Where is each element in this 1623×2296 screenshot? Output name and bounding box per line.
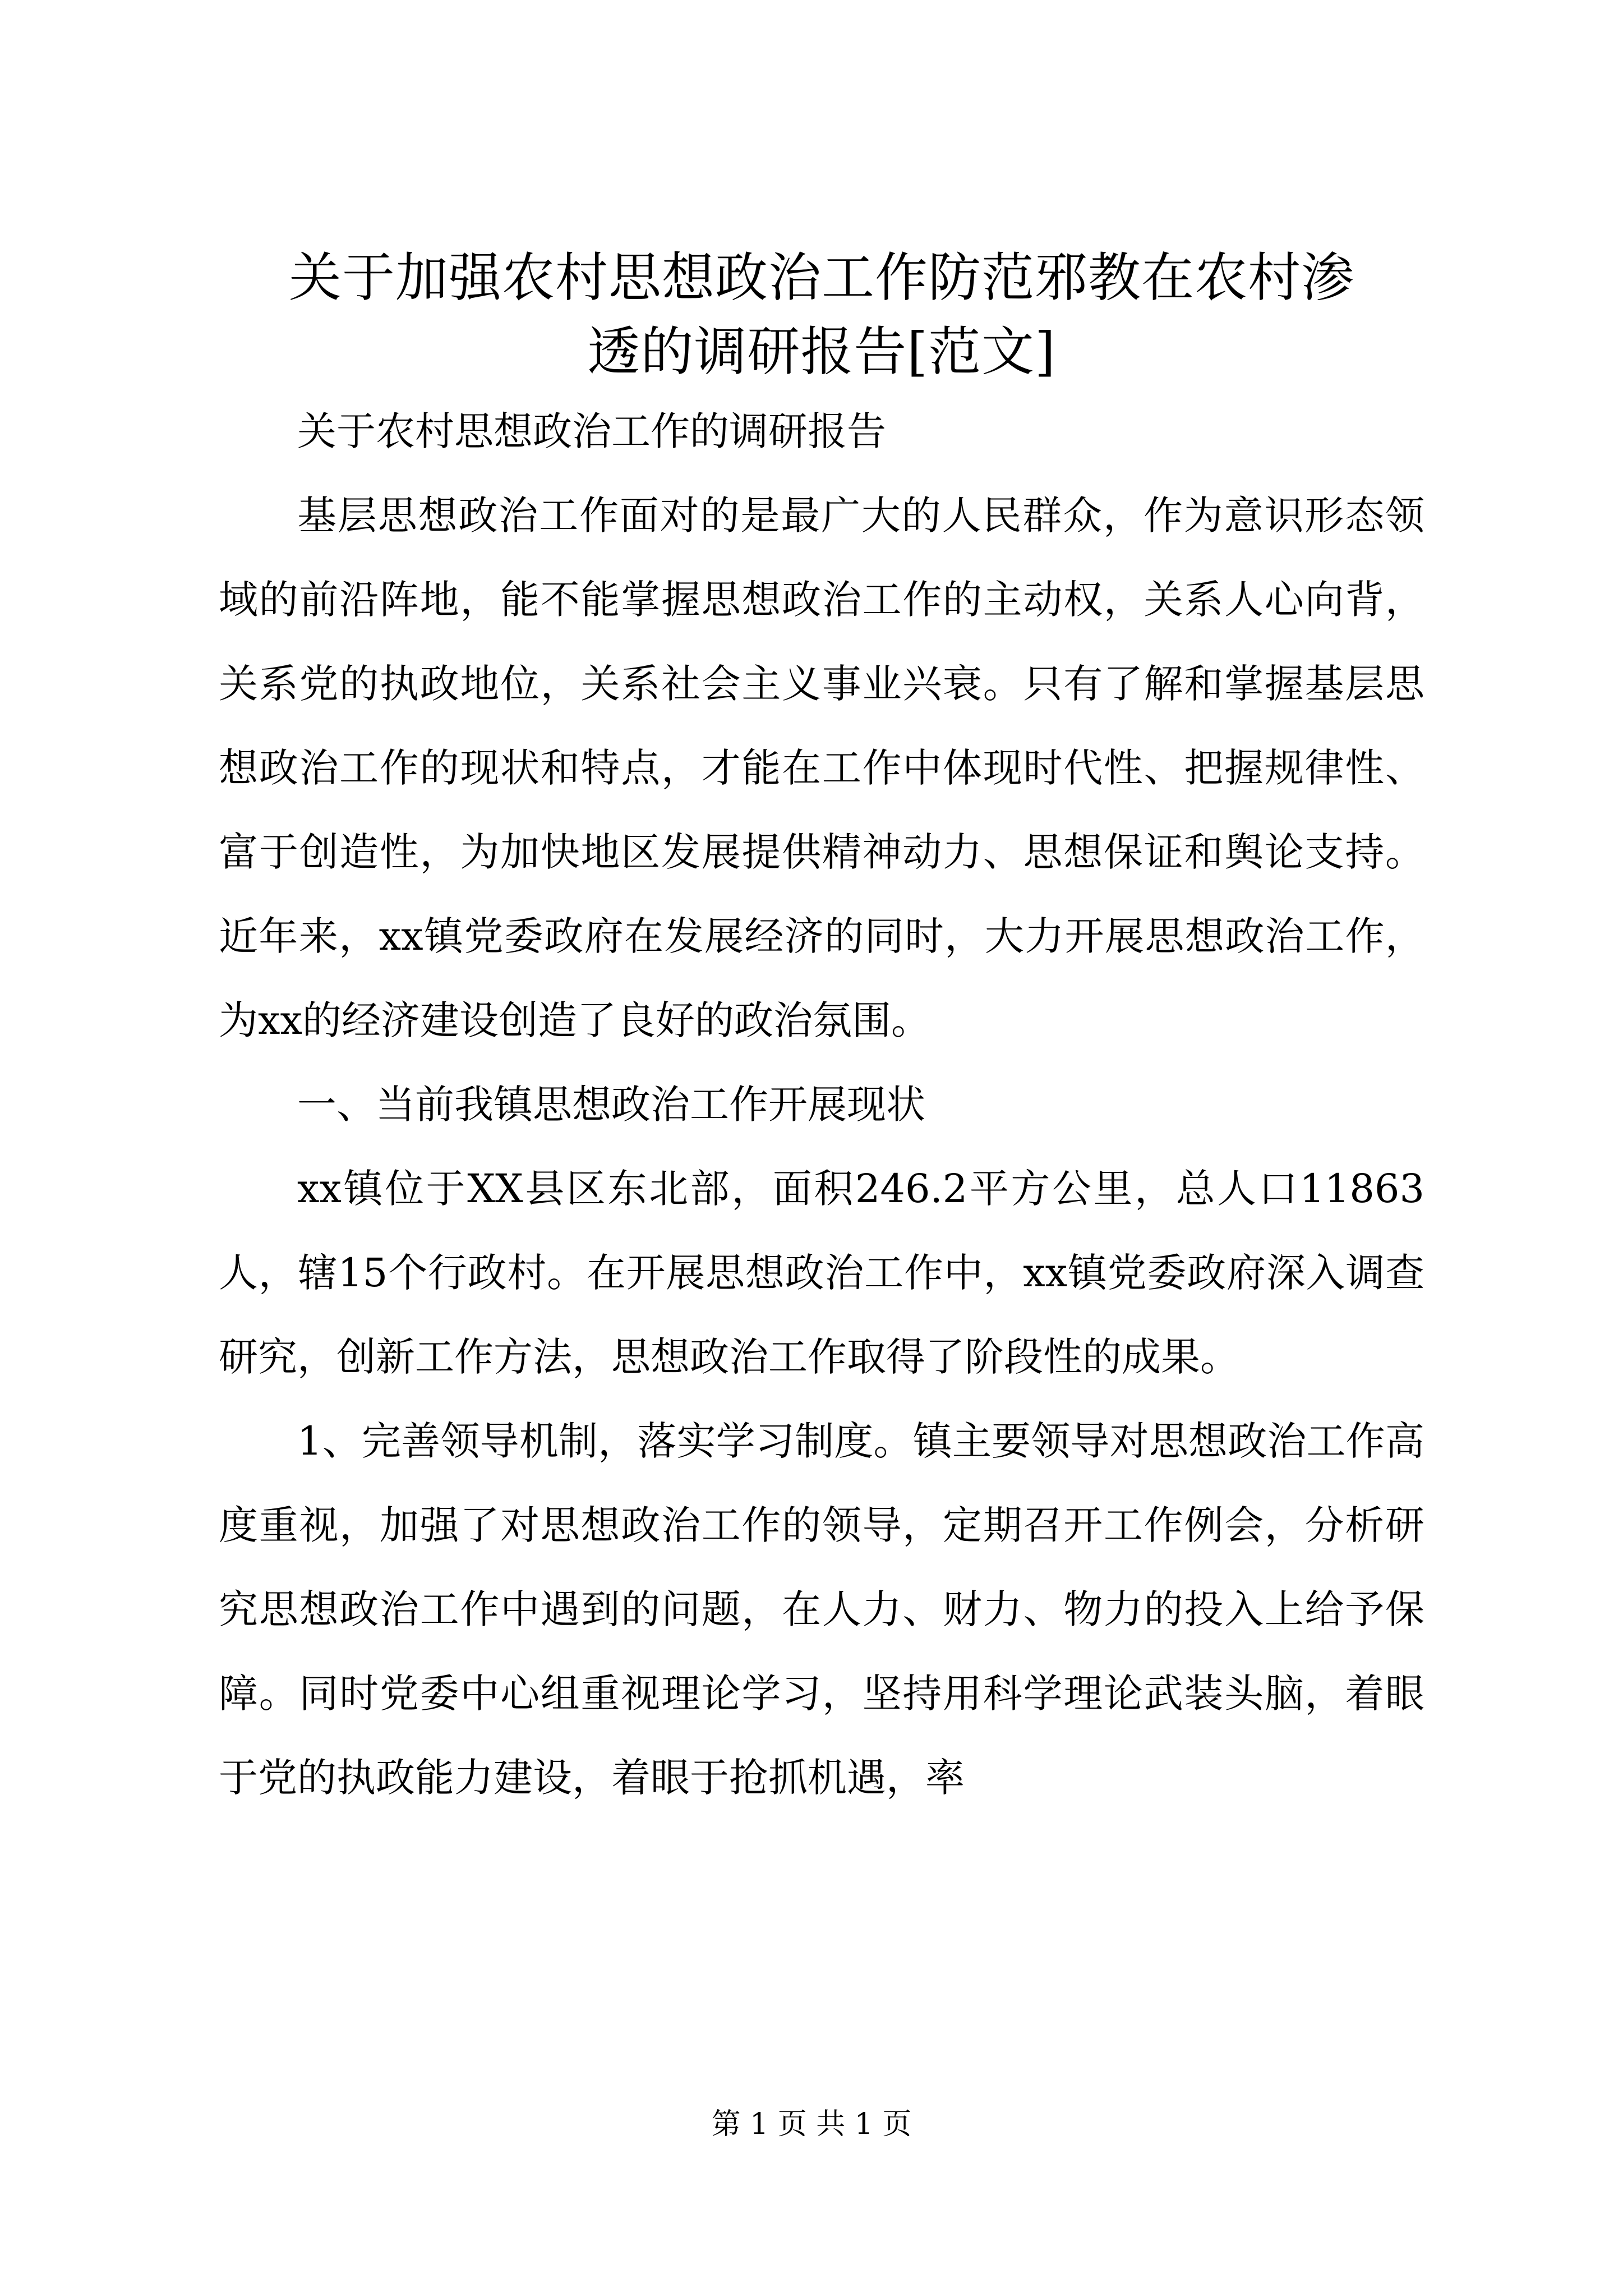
title-line-2: 透的调研报告[范文] <box>587 321 1056 383</box>
subtitle-paragraph: 关于农村思想政治工作的调研报告 <box>297 408 886 454</box>
body-paragraph: 1、完善领导机制，落实学习制度。镇主要领导对思想政治工作高度重视，加强了对思想政治工作的领导，定期召开工作例会，分析研究思想政治工作中遇到的问题，在人力、财力、物力的投入上给予保障。同时党委中心组重视理论学习，坚持用科学理论武装头脑，着眼于党的执政能力建设，着眼于抢抓机遇，率 <box>219 1418 1424 1801</box>
document-body <box>219 241 1424 1820</box>
page-footer: 第 1 页 共 1 页 <box>711 2108 912 2141</box>
section-heading: 一、当前我镇思想政治工作开展现状 <box>297 1082 925 1128</box>
body-paragraph: 基层思想政治工作面对的是最广大的人民群众，作为意识形态领域的前沿阵地，能不能掌握思想政治工作的主动权，关系人心向背，关系党的执政地位，关系社会主义事业兴衰。只有了解和掌握基层思想政治工作的现状和特点，才能在工作中体现时代性、把握规律性、富于创造性，为加快地区发展提供精神动力、思想保证和舆论支持。近年来，xx镇党委政府在发展经济的同时，大力开展思想政治工作，为xx的经济建设创造了良好的政治氛围。 <box>219 493 1424 1043</box>
title-line-1: 关于加强农村思想政治工作防范邪教在农村渗 <box>288 247 1354 309</box>
body-paragraph: xx镇位于XX县区东北部，面积246.2平方公里，总人口11863人，辖15个行政村。在开展思想政治工作中，xx镇党委政府深入调查研究，创新工作方法，思想政治工作取得了阶段性的成果。 <box>219 1166 1424 1380</box>
document-title <box>219 241 1424 389</box>
